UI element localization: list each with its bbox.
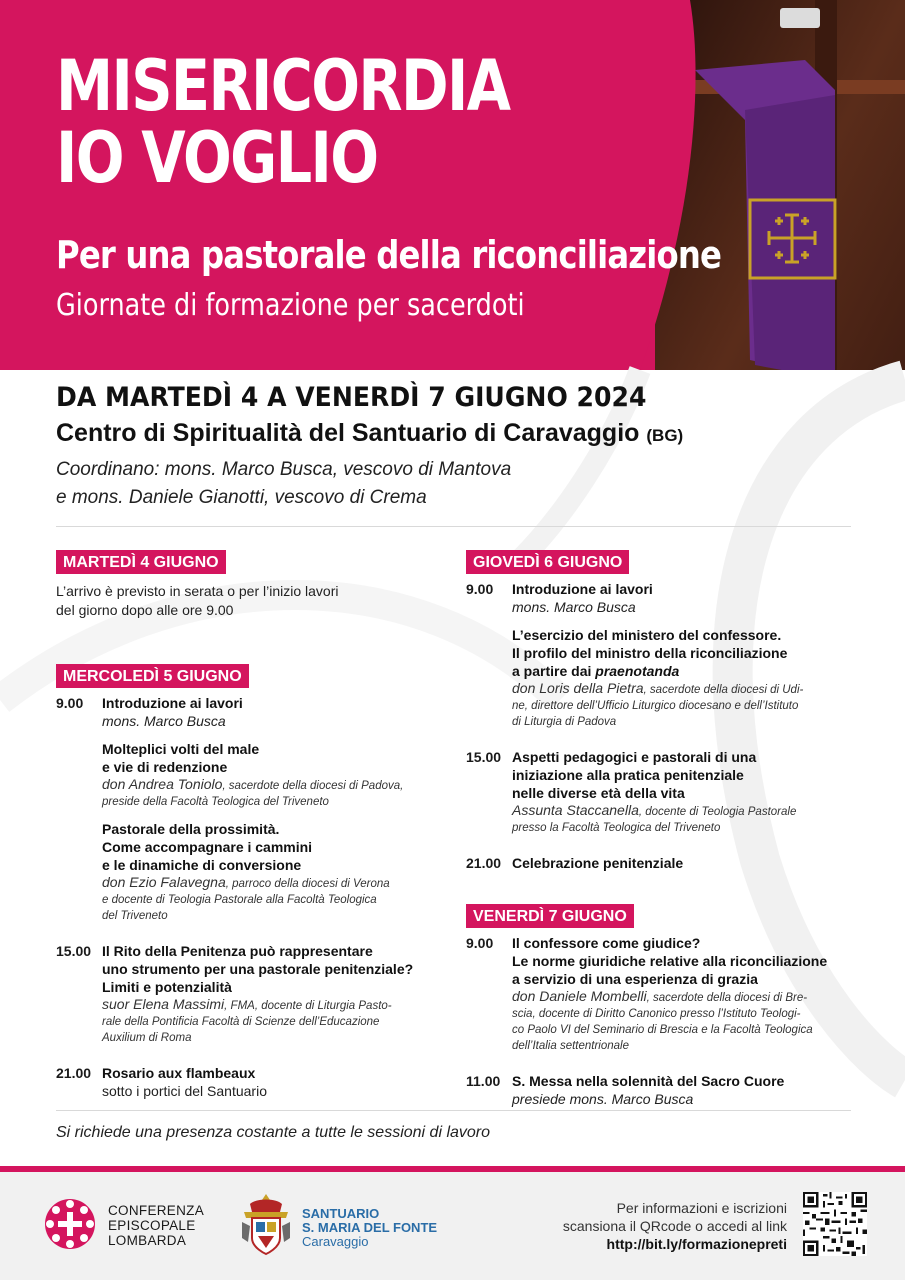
qr-code-icon[interactable] xyxy=(803,1192,867,1256)
session-wed-evening: 21.00 Rosario aux flambeaux sotto i portici del Santuario xyxy=(56,1065,267,1099)
program-right-column xyxy=(466,550,856,1108)
coat-of-arms-icon xyxy=(240,1192,292,1258)
main-title: MISERICORDIA IO VOGLIO xyxy=(56,45,510,199)
divider-bottom xyxy=(56,1110,851,1111)
day-label-thu: GIOVEDÌ 6 GIUGNO xyxy=(466,550,629,574)
registration-link[interactable]: http://bit.ly/formazionepreti xyxy=(606,1236,787,1252)
attendance-note: Si richiede una presenza costante a tutte le sessioni di lavoro xyxy=(56,1124,491,1141)
tue-note: L’arrivo è previsto in serata o per l’inizio lavori del giorno dopo alle ore 9.00 xyxy=(56,583,339,618)
santuario-name: SANTUARIO S. MARIA DEL FONTE Caravaggio xyxy=(302,1206,438,1249)
day-label-tue: MARTEDÌ 4 GIUGNO xyxy=(56,550,226,574)
event-venue: Centro di Spiritualità del Santuario di Caravaggio (BG) xyxy=(56,419,684,447)
session-wed-afternoon: 15.00 Il Rito della Penitenza può rappresentare uno strumento per una pastorale penitenziale? Limiti e potenzialità suor Elena Massimi, FMA, docente di Liturgia Pasto- rale della Pontificia Facoltà di Scienze dell’Educazione Auxilium di Roma xyxy=(56,943,414,1044)
subtitle: Per una pastorale della riconciliazione xyxy=(56,233,722,277)
subtitle-secondary: Giornate di formazione per sacerdoti xyxy=(56,288,525,323)
day-label-fri: VENERDÌ 7 GIUGNO xyxy=(466,904,634,928)
divider-top xyxy=(56,526,851,527)
coordinators: Coordinano: mons. Marco Busca, vescovo di Mantova e mons. Daniele Gianotti, vescovo di Crema xyxy=(56,459,512,508)
session-wed-morning: 9.00 Introduzione ai lavori mons. Marco Busca Molteplici volti del male e vie di redenzione don Andrea Toniolo, sacerdote della diocesi di Padova, preside della Facoltà Teologica del Triveneto Pastorale della prossimità. Come accompagnare i cammini e le dinamiche di conversione don Ezio Falavegna, parroco della diocesi di Verona e docente di Teologia Pastorale alla Facoltà Teologica del Triveneto xyxy=(56,695,404,922)
info-text: Per informazioni e iscrizioni scansiona il QRcode o accedi al link http://bit.ly/formazionepreti xyxy=(562,1200,787,1252)
day-label-wed: MERCOLEDÌ 5 GIUGNO xyxy=(56,664,249,688)
session-fri-morning: 9.00 Il confessore come giudice? Le norme giuridiche relative alla riconciliazione a servizio di una esperienza di grazia don Daniele Mombelli, sacerdote della diocesi di Bre- scia, docente di Diritto Canonico presso l’Istituto Teologi- co Paolo VI del Seminario di Brescia e la Facoltà Teologica dell’Italia settentrionale xyxy=(466,935,828,1052)
cel-name: CONFERENZA EPISCOPALE LOMBARDA xyxy=(108,1203,205,1248)
session-thu-morning: 9.00 Introduzione ai lavori mons. Marco Busca L’esercizio del ministero del confessore. Il profilo del ministro della riconciliazione a partire dai praenotanda don Loris della Pietra, sacerdote della diocesi di Udi- ne, direttore dell’Ufficio Liturgico diocesano e dell’Istituto di Liturgia di Padova xyxy=(466,581,804,728)
session-thu-afternoon: 15.00 Aspetti pedagogici e pastorali di una iniziazione alla pratica penitenziale nelle diverse età della vita Assunta Staccanella, docente di Teologia Pastorale presso la Facoltà Teologica del Triveneto xyxy=(466,749,797,834)
session-fri-mass: 11.00 S. Messa nella solennità del Sacro Cuore presiede mons. Marco Busca xyxy=(466,1073,785,1107)
hero-banner xyxy=(0,0,905,370)
session-thu-evening: 21.00 Celebrazione penitenziale xyxy=(466,855,684,871)
program-left-column xyxy=(56,550,451,1100)
cross-logo-icon xyxy=(44,1198,96,1250)
event-dates: DA MARTEDÌ 4 A VENERDÌ 7 GIUGNO 2024 xyxy=(56,382,647,413)
